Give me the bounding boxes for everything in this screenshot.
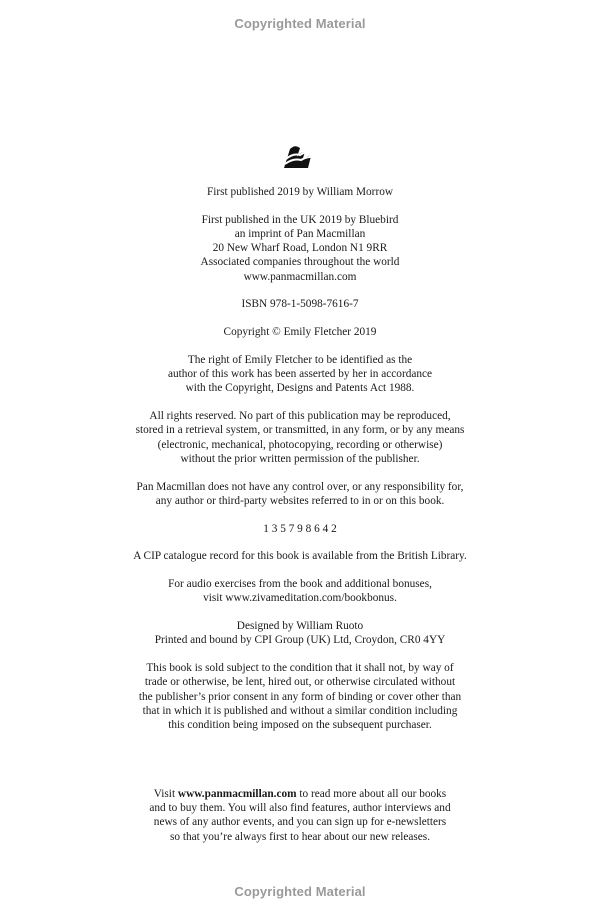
copyright-page-body <box>0 185 600 746</box>
sale-condition-block: This book is sold subject to the condition that it shall not, by way of trade or otherwise, be lent, hired out, or otherwise circulated without the publisher’s prior consent in any form of binding or cover other than that in which it is published and without a similar condition including this condition being imposed on the subsequent purchaser. <box>138 662 462 732</box>
watermark-bottom: Copyrighted Material <box>234 884 366 899</box>
website-disclaimer: Pan Macmillan does not have any control over, or any responsibility for, any author or third-party websites referred to in or on this book. <box>136 480 464 507</box>
watermark-top: Copyrighted Material <box>234 16 366 31</box>
cip-record: A CIP catalogue record for this book is available from the British Library. <box>133 550 467 563</box>
moral-rights-block: The right of Emily Fletcher to be identified as the author of this work has been asserted by her in accordance with the Copyright, Designs and Patents Act 1988. <box>167 354 433 395</box>
publisher-promo: Visit www.panmacmillan.com to read more about all our books and to buy them. You will also find features, author interviews and news of any author events, and you can sign up for e-newsletters so that you’re always first to hear about our new releases. <box>149 788 451 843</box>
first-published: First published 2019 by William Morrow <box>206 186 394 198</box>
publisher-website-link: www.panmacmillan.com <box>177 788 297 800</box>
all-rights-block: All rights reserved. No part of this publication may be reproduced, stored in a retrieval system, or transmitted, in any form, or by any means (electronic, mechanical, photocopying, recording or otherwise) without the prior written permission of the publisher. <box>135 410 465 465</box>
print-line-numbers: 1 3 5 7 9 8 6 4 2 <box>263 522 337 535</box>
production-credits: Designed by William Ruoto Printed and bound by CPI Group (UK) Ltd, Croydon, CR0 4YY <box>154 620 446 647</box>
audio-bonus-block: For audio exercises from the book and additional bonuses, visit www.zivameditation.com/bookbonus. <box>168 578 432 605</box>
uk-publisher-block: First published in the UK 2019 by Bluebird an imprint of Pan Macmillan 20 New Wharf Road, London N1 9RR Associated companies throughout the world www.panmacmillan.com <box>200 213 400 283</box>
copyright-notice: Copyright © Emily Fletcher 2019 <box>223 326 377 339</box>
pan-macmillan-logo-icon <box>283 143 317 169</box>
isbn: ISBN 978-1-5098-7616-7 <box>241 298 359 311</box>
